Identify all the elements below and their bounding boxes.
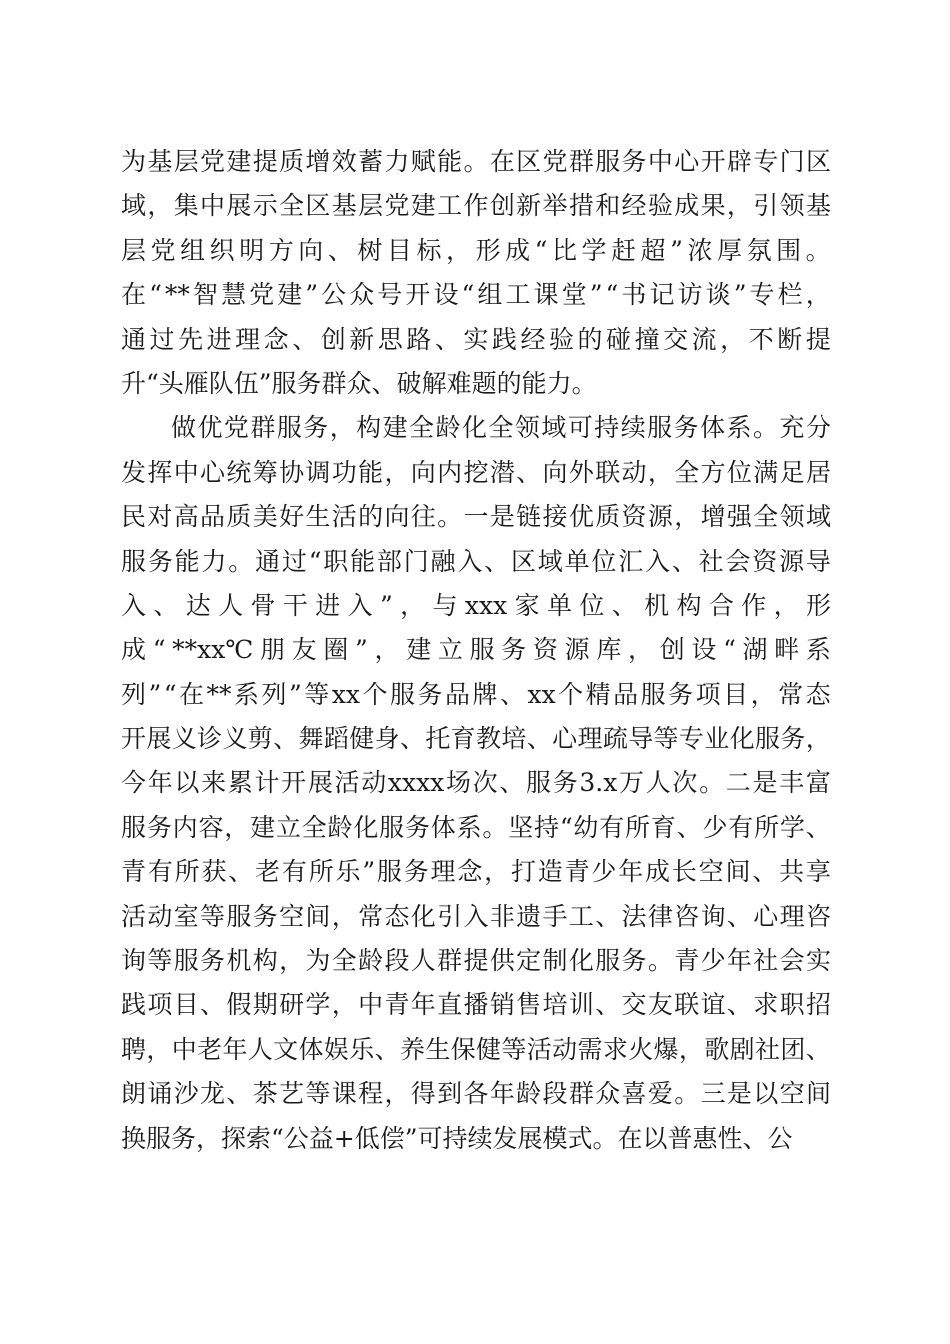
text-line: 聘 ， 中 老 年 人 文 体 娱 乐 、 养 生 保 健 等 活 动 需 求 火 爆 ， 歌 剧 社 团 、 — [121, 1034, 831, 1064]
text-line: 层 党 组 织 明 方 向 、 树 目 标 ， 形 成 “ 比 学 赶 超 ” 浓 厚 氛 围 。 — [121, 235, 831, 265]
paragraph-2 — [121, 406, 831, 1161]
text-line: 域 ， 集 中 展 示 全 区 基 层 党 建 工 作 创 新 举 措 和 经 验 成 果 ， 引 领 基 — [121, 191, 831, 221]
text-line: 践 项 目 、 假 期 研 学 ， 中 青 年 直 播 销 售 培 训 、 交 友 联 谊 、 求 职 招 — [121, 990, 831, 1020]
paragraph-1 — [121, 140, 831, 406]
text-line: 开 展 义 诊 义 剪 、 舞 蹈 健 身 、 托 育 教 培 、 心 理 疏 导 等 专 业 化 服 务 ， — [121, 724, 831, 754]
text-line: 换服务，探索“公益+低偿”可持续发展模式。在以普惠性、公 — [121, 1123, 793, 1153]
text-line: 服 务 内 容 ， 建 立 全 龄 化 服 务 体 系 。 坚 持 “ 幼 有 所 育 、 少 有 所 学 、 — [121, 812, 831, 842]
text-line: 为 基 层 党 建 提 质 增 效 蓄 力 赋 能 。 在 区 党 群 服 务 中 心 开 辟 专 门 区 — [121, 147, 831, 176]
text-line: 升“头雁队伍”服务群众、破解难题的能力。 — [121, 368, 597, 398]
text-line: 服 务 能 力 。 通 过 “ 职 能 部 门 融 入 、 区 域 单 位 汇 入 、 社 会 资 源 导 — [121, 546, 831, 576]
text-line: 青 有 所 获 、 老 有 所 乐 ” 服 务 理 念 ， 打 造 青 少 年 成 长 空 间 、 共 享 — [121, 857, 831, 887]
text-line: 活 动 室 等 服 务 空 间 ， 常 态 化 引 入 非 遗 手 工 、 法 律 咨 询 、 心 理 咨 — [121, 901, 831, 931]
text-line: 朗 诵 沙 龙 、 茶 艺 等 课 程 ， 得 到 各 年 龄 段 群 众 喜 爱 。 三 是 以 空 间 — [121, 1079, 831, 1109]
text-line: 成 “ **xx℃ 朋 友 圈 ” ， 建 立 服 务 资 源 库 ， 创 设 “ 湖 畔 系 — [121, 635, 831, 665]
text-line: 做 优 党 群 服 务 ， 构 建 全 龄 化 全 领 域 可 持 续 服 务 体 系 。 充 分 — [171, 413, 831, 443]
text-line: 在 “ ** 智 慧 党 建 ” 公 众 号 开 设 “ 组 工 课 堂 ” “ 书 记 访 谈 ” 专 栏 ， — [121, 280, 831, 310]
document-body — [121, 140, 831, 1161]
text-line: 列 ” “ 在 ** 系 列 ” 等 xx 个 服 务 品 牌 、 xx 个 精 品 服 务 项 目 ， 常 态 — [121, 679, 831, 709]
text-line: 通 过 先 进 理 念 、 创 新 思 路 、 实 践 经 验 的 碰 撞 交 流 ， 不 断 提 — [121, 324, 831, 354]
text-line: 入 、 达 人 骨 干 进 入 ” ， 与 xxx 家 单 位 、 机 构 合 作 ， 形 — [121, 590, 831, 620]
text-line: 询 等 服 务 机 构 ， 为 全 龄 段 人 群 提 供 定 制 化 服 务 。 青 少 年 社 会 实 — [121, 946, 831, 976]
text-line: 民 对 高 品 质 美 好 生 活 的 向 往 。 一 是 链 接 优 质 资 源 ， 增 强 全 领 域 — [121, 502, 831, 532]
text-line: 今 年 以 来 累 计 开 展 活 动 xxxx 场 次 、 服 务 3.x 万 人 次 。 二 是 丰 富 — [121, 768, 831, 798]
text-line: 发 挥 中 心 统 筹 协 调 功 能 ， 向 内 挖 潜 、 向 外 联 动 ， 全 方 位 满 足 居 — [121, 457, 831, 487]
